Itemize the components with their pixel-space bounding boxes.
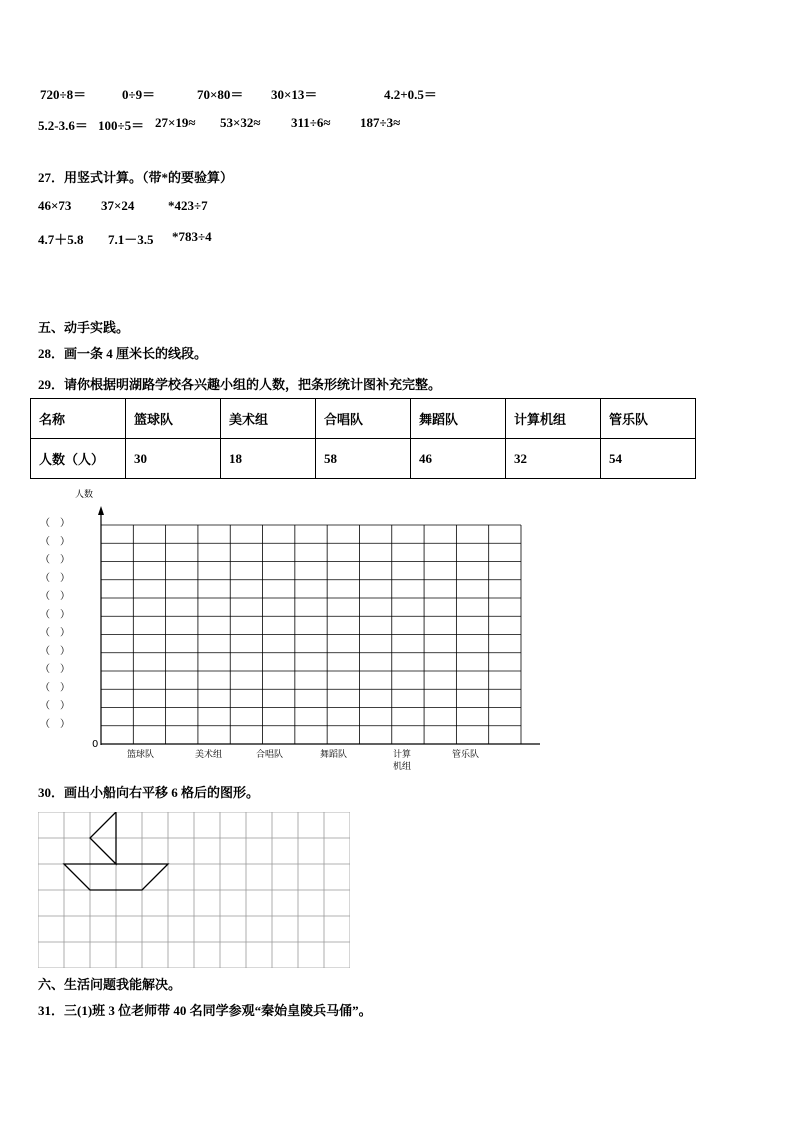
calc-item: 5.2-3.6＝ [38,118,88,133]
table-cell: 46 [411,439,506,479]
q30-title: 30．画出小船向右平移 6 格后的图形。 [38,785,260,800]
table-cell: 30 [126,439,221,479]
vertical-calc-item: 7.1－3.5 [108,232,154,247]
calc-item: 27×19≈ [155,115,196,130]
y-tick-blank: （ ） [40,554,70,566]
q27-row-2 [38,229,258,245]
y-tick-blank: （ ） [40,518,70,529]
table-row [31,439,696,479]
calc-item: 311÷6≈ [291,115,331,130]
table-row [31,399,696,439]
y-tick-blank: （ ） [40,664,70,675]
section-5-title: 五、动手实践。 [38,320,130,335]
q27-row-1 [38,198,258,214]
q29-title: 29．请你根据明湖路学校各兴趣小组的人数，把条形统计图补充完整。 [38,377,442,392]
table-header-cell: 名称 [31,399,126,439]
vertical-calc-item: 46×73 [38,198,72,213]
table-header-cell: 篮球队 [126,399,221,439]
q28-text: 28．画一条 4 厘米长的线段。 [38,346,208,361]
calc-item: 4.2+0.5＝ [384,87,437,102]
x-tick-label: 计算 [393,750,412,760]
table-header-cell: 舞蹈队 [411,399,506,439]
calc-item: 70×80＝ [197,87,244,102]
table-header-cell: 管乐队 [601,399,696,439]
table-header-cell: 计算机组 [506,399,601,439]
calc-item: 720÷8＝ [40,87,87,102]
y-axis-arrow-icon [98,506,104,515]
oral-calc-row-2 [38,115,438,131]
table-cell: 58 [316,439,411,479]
y-axis-blank-labels [40,517,70,730]
table-cell: 人数（人） [31,439,126,479]
y-tick-blank: （ ） [40,591,70,602]
interest-group-table [30,398,696,479]
calc-item: 30×13＝ [271,87,318,102]
calc-item: 100÷5＝ [98,118,145,133]
x-tick-label: 篮球队 [127,750,155,760]
y-axis-title: 人数 [75,490,94,500]
vertical-calc-item: *783÷4 [172,229,212,244]
table-cell: 18 [221,439,316,479]
y-tick-blank: （ ） [40,718,70,730]
x-tick-label: 合唱队 [256,750,284,760]
grid-lines [38,812,350,968]
q31-text: 31．三(1)班 3 位老师带 40 名同学参观“秦始皇陵兵马俑”。 [38,1003,372,1018]
x-tick-label: 美术组 [195,750,223,760]
section-6-title: 六、生活问题我能解决。 [38,977,182,992]
x-tick-label: 舞蹈队 [320,750,348,760]
vertical-calc-item: *423÷7 [168,198,208,213]
y-tick-blank: （ ） [40,627,70,639]
boat-translation-grid [38,812,350,968]
table-cell: 32 [506,439,601,479]
calc-item: 0÷9＝ [122,87,156,102]
x-tick-label-line-2: 机组 [393,762,412,772]
origin-label: 0 [92,739,99,750]
bar-chart-grid [0,480,560,780]
vertical-calc-item: 4.7＋5.8 [38,232,84,247]
y-tick-blank: （ ） [40,700,70,712]
table-header-cell: 美术组 [221,399,316,439]
y-tick-blank: （ ） [40,645,70,657]
x-axis-labels [127,748,479,772]
oral-calc-row-1 [40,84,460,100]
vertical-calc-item: 37×24 [101,198,135,213]
q27-title: 27．用竖式计算。（带*的要验算） [38,170,234,185]
y-tick-blank: （ ） [40,572,70,584]
y-tick-blank: （ ） [40,536,70,548]
table-cell: 54 [601,439,696,479]
table-header-cell: 合唱队 [316,399,411,439]
grid-lines [101,525,521,744]
x-tick-label: 管乐队 [452,750,480,760]
calc-item: 53×32≈ [220,115,261,130]
calc-item: 187÷3≈ [360,115,401,130]
y-tick-blank: （ ） [40,682,70,694]
y-tick-blank: （ ） [40,609,70,621]
